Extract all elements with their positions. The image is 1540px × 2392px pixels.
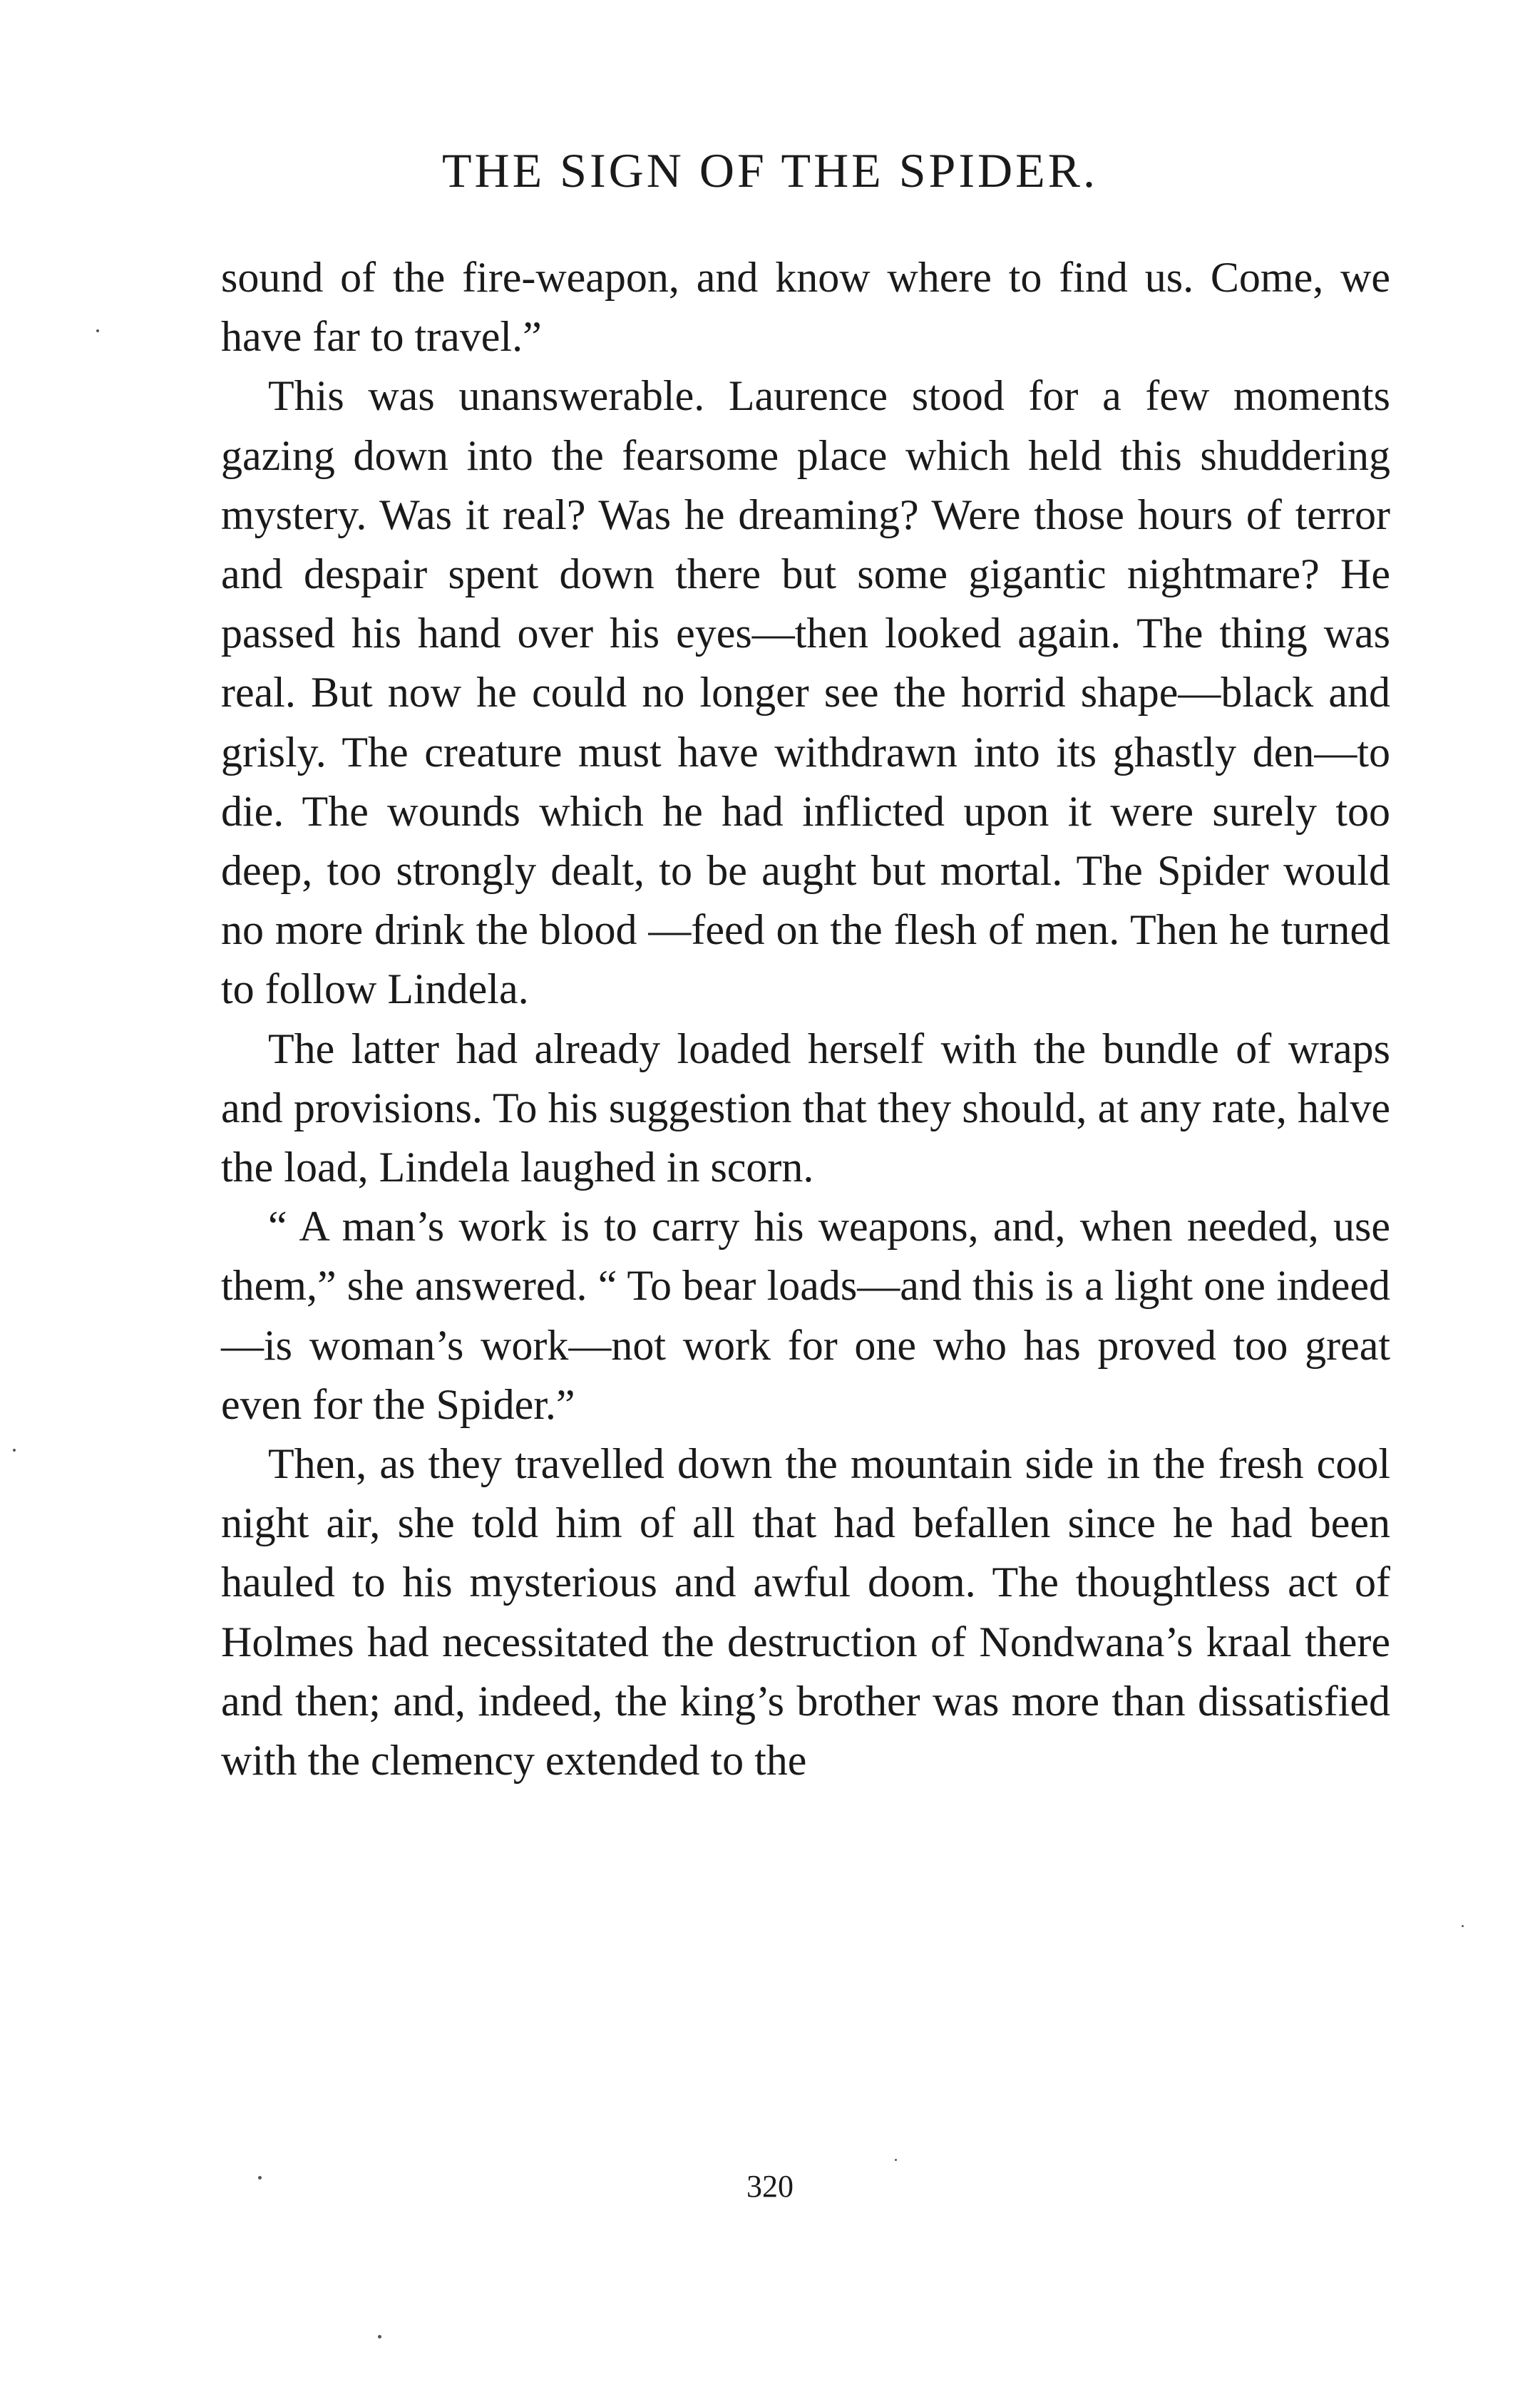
scan-speck <box>378 2335 381 2339</box>
paragraph-continued: sound of the fire-weapon, and know where to find us. Come, we have far to travel.” <box>221 254 1390 361</box>
paragraph: Then, as they travelled down the mountain side in the fresh cool night air, she told him of all that had befallen since he had been hauled to his mysterious and awful doom. The thoughtless act of Holmes had necessitated the destruction of Nondwana’s kraal there and then; and, indeed, the king’s brother was more than dissatisfied with the clemency extended to the <box>221 1440 1390 1785</box>
scan-speck <box>895 2159 897 2161</box>
paragraph: This was unanswerable. Laurence stood for a few moments gazing down into the fearsome place which held this shuddering mystery. Was it real? Was he dreaming? Were those hours of terror and despair spent down there but some gigantic nightmare? He passed his hand over his eyes—then looked again. The thing was real. But now he could no longer see the horrid shape—black and grisly. The creature must have withdrawn into its ghastly den—to die. The wounds which he had inflicted upon it were surely too deep, too strongly dealt, to be aught but mortal. The Spider would no more drink the blood —feed on the flesh of men. Then he turned to follow Lindela. <box>221 372 1390 1013</box>
running-head: THE SIGN OF THE SPIDER. <box>441 143 1099 197</box>
scan-speck <box>96 329 99 332</box>
paragraph: The latter had already loaded herself with the bundle of wraps and provisions. To his suggestion that they should, at any rate, halve the load, Lindela laughed in scorn. <box>221 1025 1390 1191</box>
page-number: 320 <box>746 2169 794 2204</box>
paragraph: “ A man’s work is to carry his weapons, and, when needed, use them,” she answered. “ To bear loads—and this is a light one indeed—is woman’s work—not work for one who has proved too great even for the Spider.” <box>221 1203 1390 1428</box>
scan-speck <box>1462 1925 1464 1927</box>
scan-speck <box>258 2176 262 2180</box>
scan-speck <box>13 1449 16 1452</box>
body-text <box>221 248 1390 1790</box>
